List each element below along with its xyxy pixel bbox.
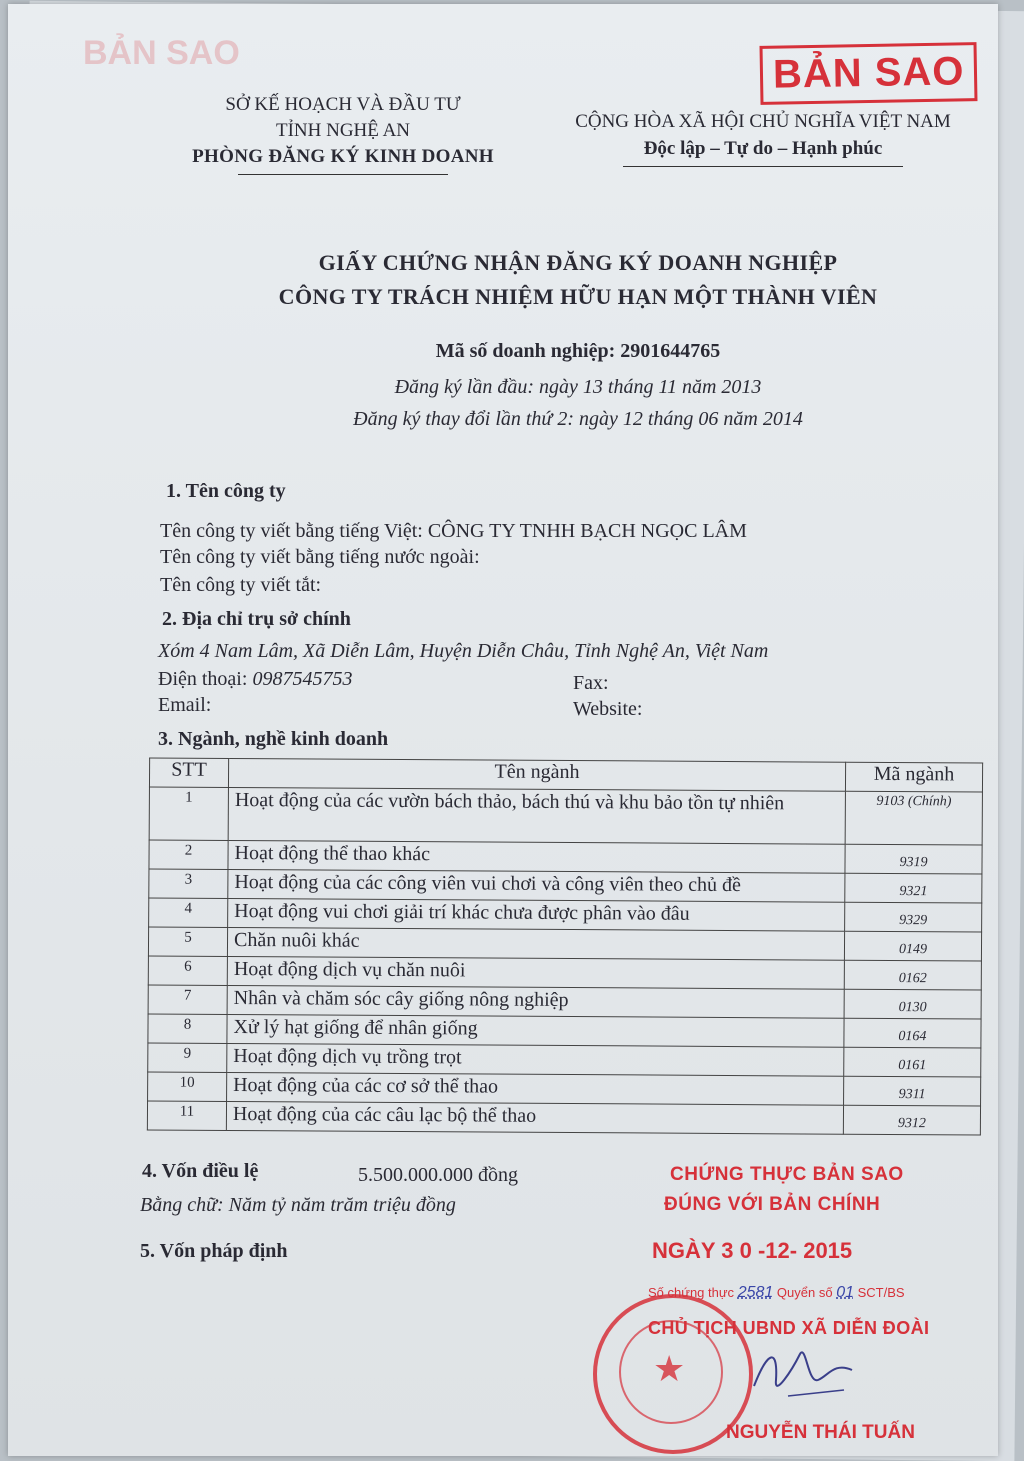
phone-row xyxy=(158,668,352,691)
section-5-heading: 5. Vốn pháp định xyxy=(140,1240,288,1262)
agency-line-1: SỞ KẾ HOẠCH VÀ ĐẦU TƯ xyxy=(225,94,461,115)
column-header-code: Mã ngành xyxy=(845,762,982,792)
row-name: Hoạt động của các công viên vui chơi và công viên theo chủ đề xyxy=(228,869,845,902)
row-name: Hoạt động dịch vụ trồng trọt xyxy=(227,1043,844,1076)
company-name-foreign: Tên công ty viết bằng tiếng nước ngoài: xyxy=(160,546,480,568)
country-name: CỘNG HÒA XÃ HỘI CHỦ NGHĨA VIỆT NAM xyxy=(575,111,951,132)
row-stt: 6 xyxy=(148,956,227,985)
section-2-heading: 2. Địa chỉ trụ sở chính xyxy=(162,608,351,630)
enterprise-code: Mã số doanh nghiệp: 2901644765 xyxy=(435,340,721,362)
row-code: 9312 xyxy=(843,1105,980,1135)
certification-line-2: ĐÚNG VỚI BẢN CHÍNH xyxy=(664,1194,881,1215)
row-code: 0164 xyxy=(844,1018,981,1048)
row-stt: 5 xyxy=(148,927,227,956)
row-code: 0162 xyxy=(844,960,981,990)
first-registration-date: Đăng ký lần đầu: ngày 13 tháng 11 năm 2013 xyxy=(394,376,762,398)
certification-date: NGÀY 3 0 -12- 2015 xyxy=(652,1238,853,1263)
row-stt: 11 xyxy=(147,1101,226,1130)
row-name: Nhân và chăm sóc cây giống nông nghiệp xyxy=(227,985,844,1018)
row-code: 9321 xyxy=(845,873,982,903)
certificate-page xyxy=(8,4,998,1456)
row-code: 0149 xyxy=(844,931,981,961)
row-stt: 4 xyxy=(149,898,228,927)
row-name: Hoạt động dịch vụ chăn nuôi xyxy=(227,956,844,989)
issuing-agency-header xyxy=(178,92,508,175)
row-name: Hoạt động của các vườn bách thảo, bách thú và khu bảo tồn tự nhiên xyxy=(228,787,845,844)
change-registration-date: Đăng ký thay đổi lần thứ 2: ngày 12 tháng 06 năm 2014 xyxy=(353,408,803,430)
company-type-title: CÔNG TY TRÁCH NHIỆM HỮU HẠN MỘT THÀNH VIÊN xyxy=(278,284,878,309)
reference-book: 01 xyxy=(836,1284,854,1301)
table-row xyxy=(149,787,982,845)
section-3-heading: 3. Ngành, nghề kinh doanh xyxy=(158,728,389,750)
charter-capital-in-words: Bằng chữ: Năm tỷ năm trăm triệu đồng xyxy=(140,1194,456,1216)
reference-book-label: Quyển số xyxy=(776,1285,833,1300)
agency-line-3: PHÒNG ĐĂNG KÝ KINH DOANH xyxy=(192,146,494,167)
reference-prefix: Số chứng thực xyxy=(648,1285,735,1300)
row-name: Hoạt động của các câu lạc bộ thể thao xyxy=(226,1101,843,1134)
national-motto-header xyxy=(553,108,973,167)
row-code: 9319 xyxy=(845,844,982,874)
certification-line-1: CHỨNG THỰC BẢN SAO xyxy=(670,1164,904,1185)
row-stt: 1 xyxy=(149,787,228,840)
business-lines-table xyxy=(147,757,983,1135)
signature-mark xyxy=(748,1340,858,1402)
reference-number: 2581 xyxy=(737,1284,774,1301)
phone-value: 0987545753 xyxy=(252,668,353,690)
row-code: 9311 xyxy=(844,1076,981,1106)
row-name: Xử lý hạt giống để nhân giống xyxy=(227,1014,844,1047)
row-code: 0130 xyxy=(844,989,981,1019)
charter-capital-amount: 5.500.000.000 đồng xyxy=(358,1164,518,1186)
company-name-short: Tên công ty viết tắt: xyxy=(160,574,322,596)
agency-line-2: TỈNH NGHỆ AN xyxy=(275,120,411,141)
row-code: 9103 (Chính) xyxy=(845,791,982,845)
section-4-heading: 4. Vốn điều lệ xyxy=(142,1160,259,1182)
row-stt: 3 xyxy=(149,869,228,898)
head-office-address: Xóm 4 Nam Lâm, Xã Diễn Lâm, Huyện Diễn Châu, Tỉnh Nghệ An, Việt Nam xyxy=(158,640,769,662)
row-name: Hoạt động vui chơi giải trí khác chưa được phân vào đâu xyxy=(228,898,845,931)
signer-title: CHỦ TỊCH UBND XÃ DIỄN ĐOÀI xyxy=(648,1318,930,1338)
column-header-stt: STT xyxy=(149,758,228,787)
row-name: Hoạt động của các cơ sở thể thao xyxy=(227,1072,844,1105)
national-motto: Độc lập – Tự do – Hạnh phúc xyxy=(643,138,883,159)
row-code: 0161 xyxy=(844,1047,981,1077)
ghost-copy-stamp: BẢN SAO xyxy=(83,34,240,72)
star-icon: ★ xyxy=(653,1349,686,1389)
company-name-vietnamese: Tên công ty viết bằng tiếng Việt: CÔNG TY TNHH BẠCH NGỌC LÂM xyxy=(160,520,747,542)
agency-underline xyxy=(238,174,448,175)
column-header-name: Tên ngành xyxy=(228,758,845,791)
row-stt: 8 xyxy=(148,1014,227,1043)
email-label: Email: xyxy=(158,694,212,716)
table-row xyxy=(147,1101,980,1135)
row-stt: 9 xyxy=(148,1043,227,1072)
fax-label: Fax: xyxy=(573,672,609,694)
row-name: Chăn nuôi khác xyxy=(227,927,844,960)
section-1-heading: 1. Tên công ty xyxy=(166,480,286,502)
copy-banner-stamp: BẢN SAO xyxy=(760,42,978,105)
motto-underline xyxy=(623,166,903,167)
phone-label: Điện thoại: xyxy=(158,668,248,690)
row-name: Hoạt động thể thao khác xyxy=(228,840,845,873)
website-label: Website: xyxy=(573,698,643,720)
row-stt: 10 xyxy=(148,1072,227,1101)
reference-suffix: SCT/BS xyxy=(857,1285,905,1300)
document-title: GIẤY CHỨNG NHẬN ĐĂNG KÝ DOANH NGHIỆP xyxy=(318,250,838,275)
signer-name: NGUYỄN THÁI TUẤN xyxy=(726,1422,915,1443)
row-stt: 2 xyxy=(149,840,228,869)
row-code: 9329 xyxy=(845,902,982,932)
row-stt: 7 xyxy=(148,985,227,1014)
